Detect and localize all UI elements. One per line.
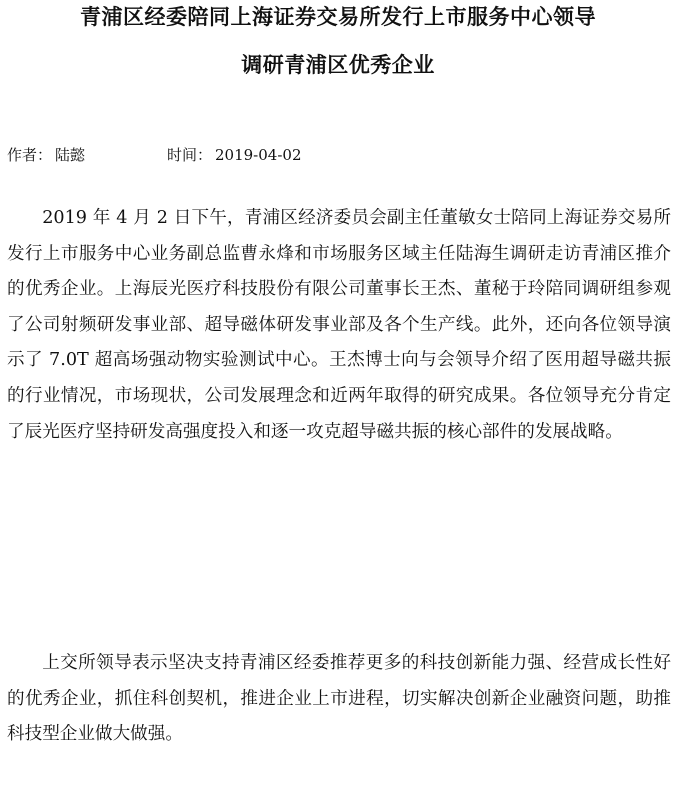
article-paragraph-1: 2019 年 4 月 2 日下午，青浦区经济委员会副主任董敏女士陪同上海证券交易所发行上市服务中心业务副总监曹永烽和市场服务区域主任陆海生调研走访青浦区推介的优秀企业。上海辰光医疗科技股份有限公司董事长王杰、董秘于玲陪同调研组参观了公司射频研发事业部、超导磁体研发事业部及各个生产线。此外，还向各位领导演示了 7.0T 超高场强动物实验测试中心。王杰博士向与会领导介绍了医用超导磁共振的行业情况，市场现状，公司发展理念和近两年取得的研究成果。各位领导充分肯定了辰光医疗坚持研发高强度投入和逐一攻克超导磁共振的核心部件的发展战略。 bbox=[7, 208, 671, 442]
time-label: 时间： bbox=[167, 146, 213, 164]
article-meta bbox=[7, 143, 301, 167]
article-title-line-1: 青浦区经委陪同上海证券交易所发行上市服务中心领导 bbox=[80, 5, 596, 29]
publish-date: 2019-04-02 bbox=[215, 146, 302, 164]
article-paragraph-2: 上交所领导表示坚决支持青浦区经委推荐更多的科技创新能力强、经营成长性好的优秀企业，抓住科创契机，推进企业上市进程，切实解决创新企业融资问题，助推科技型企业做大做强。 bbox=[7, 653, 671, 745]
article-title-line-2: 调研青浦区优秀企业 bbox=[241, 53, 435, 77]
author-name: 陆懿 bbox=[55, 146, 86, 164]
author-label: 作者： bbox=[7, 146, 53, 164]
